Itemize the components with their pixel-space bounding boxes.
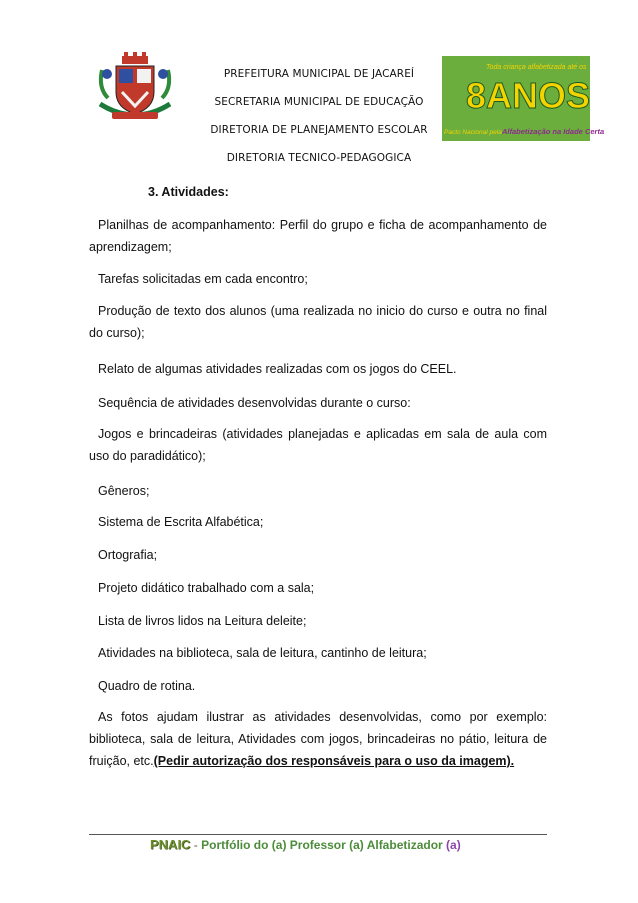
paragraph: Lista de livros lidos na Leitura deleite; — [98, 614, 307, 628]
header-secretaria: SECRETARIA MUNICIPAL DE EDUCAÇÃO — [214, 96, 424, 108]
municipal-crest-icon — [92, 52, 178, 126]
paragraph: Planilhas de acompanhamento: Perfil do grupo e ficha de acompanhamento de aprendizagem; — [89, 218, 547, 254]
authorization-note: (Pedir autorização dos responsáveis para o uso da imagem). — [153, 754, 515, 768]
paragraph: Sistema de Escrita Alfabética; — [98, 515, 264, 529]
paragraph: Ortografia; — [98, 548, 158, 562]
footer-text: Portfólio do (a) Professor (a) Alfabetizador — [201, 838, 443, 852]
paragraph-photos: As fotos ajudam ilustrar as atividades desenvolvidas, como por exemplo: biblioteca, sala de leitura, Atividades com jogos, brincadeiras no pátio, leitura de fruição, etc.(Pedir autorização dos responsáveis para o uso da imagem). — [89, 710, 547, 768]
pnaic-logo-icon — [442, 56, 605, 141]
paragraph: Atividades na biblioteca, sala de leitura, cantinho de leitura; — [98, 646, 427, 660]
paragraph: Produção de texto dos alunos (uma realizada no inicio do curso e outra no final do curso); — [89, 304, 547, 340]
paragraph: Jogos e brincadeiras (atividades planejadas e aplicadas em sala de aula com uso do paradidático); — [89, 427, 547, 463]
header-prefeitura: PREFEITURA MUNICIPAL DE JACAREÍ — [223, 68, 415, 80]
logo-tagline: Toda criança alfabetizada até os — [486, 64, 587, 71]
paragraph: Sequência de atividades desenvolvidas durante o curso: — [98, 396, 411, 410]
logo-caption-a: Pacto Nacional pela — [444, 129, 502, 136]
section-title: 3. Atividades: — [148, 185, 229, 199]
footer — [150, 837, 461, 852]
paragraph: Projeto didático trabalhado com a sala; — [98, 581, 315, 595]
paragraph: Relato de algumas atividades realizadas com os jogos do CEEL. — [98, 362, 457, 376]
footer-divider — [89, 834, 547, 835]
footer-tail: (a) — [442, 838, 461, 852]
header-diretoria-planejamento: DIRETORIA DE PLANEJAMENTO ESCOLAR — [210, 124, 428, 136]
paragraph: Tarefas solicitadas em cada encontro; — [98, 272, 308, 286]
paragraph: Gêneros; — [98, 484, 150, 498]
paragraph: Quadro de rotina. — [98, 679, 196, 693]
logo-8anos: 8ANOS — [466, 75, 591, 116]
footer-acronym: PNAIC — [150, 837, 191, 852]
logo-caption-b: Alfabetização na Idade Certa — [502, 127, 605, 136]
footer-separator: - — [190, 838, 202, 852]
header-diretoria-tecnico: DIRETORIA TECNICO-PEDAGOGICA — [226, 152, 412, 164]
